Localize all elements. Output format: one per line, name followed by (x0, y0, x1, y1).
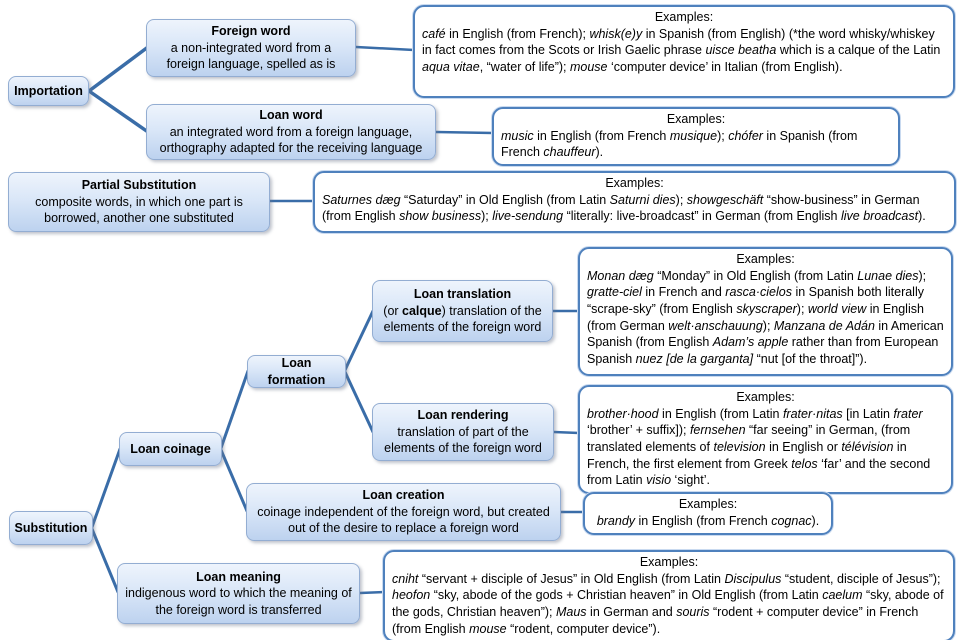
examples-text: brandy in English (from French cognac). (596, 513, 820, 528)
connector-line (221, 371, 248, 448)
node-title: Partial Substitution (81, 178, 197, 193)
examples-box-partial-substitution (313, 171, 956, 233)
connector-line (436, 132, 493, 133)
connector-line (89, 91, 148, 132)
node-loan-creation (246, 483, 561, 541)
node-desc: translation of part of the elements of the foreign word (384, 424, 542, 456)
node-foreign-word (146, 19, 356, 77)
connector-line (554, 432, 579, 433)
node-title: Foreign word (211, 24, 291, 39)
node-title: Loan rendering (417, 408, 509, 423)
connector-line (360, 592, 384, 593)
examples-text: Saturnes dæg “Saturday” in Old English (from Latin Saturni dies); showgeschäft “show-business” in German (from English show business); live-sendung “literally: live-broadcast” in German (from English live broadcast). (322, 192, 926, 224)
examples-heading: Examples: (678, 497, 738, 511)
node-partial-substitution (8, 172, 270, 232)
connector-line (89, 47, 148, 91)
node-loan-meaning (117, 563, 360, 624)
node-title: Loan translation (413, 287, 512, 302)
examples-box-loan-translation (578, 247, 953, 376)
node-loan-rendering (372, 403, 554, 461)
node-desc: indigenous word to which the meaning of the foreign word is transferred (125, 586, 352, 617)
examples-heading: Examples: (605, 176, 664, 190)
node-loan-translation (372, 280, 553, 342)
examples-heading: Examples: (666, 112, 726, 126)
examples-box-loan-creation (583, 492, 833, 535)
examples-text: music in English (from French musique); chófer in Spanish (from French chauffeur). (501, 128, 858, 160)
node-title: Substitution (14, 520, 88, 535)
node-desc: an integrated word from a foreign language, orthography adapted for the receiving language (159, 124, 423, 156)
node-title: Loan creation (362, 488, 445, 503)
node-loan-coinage (119, 432, 222, 466)
node-desc: (or calque) translation of the elements of the foreign word (383, 303, 542, 335)
node-loan-formation (247, 355, 346, 388)
examples-heading: Examples: (736, 390, 795, 404)
examples-box-loan-rendering (578, 385, 953, 494)
examples-box-foreign-word (413, 5, 955, 98)
node-desc: coinage independent of the foreign word, but created out of the desire to replace a foreign word (257, 504, 550, 536)
node-substitution (9, 511, 93, 545)
node-importation (8, 76, 89, 106)
node-title: Loan word (259, 108, 323, 123)
examples-text: brother·hood in English (from Latin frater·nitas [in Latin frater ‘brother’ + suffix]); fernsehen “far seeing” in German, (from translated elements of television in English or télévision in French, the first element from Greek telos ‘far’ and the second from Latin visio ‘sight’. (587, 406, 931, 488)
examples-text: café in English (from French); whisk(e)y in Spanish (from English) (*the word whisky/whiskey in fact comes from the Scots or Irish Gaelic phrase uisce beatha which is a calque of the Latin aqua vitae, “water of life”); mouse ‘computer device’ in Italian (from English). (422, 26, 941, 74)
examples-heading: Examples: (736, 252, 795, 266)
node-desc: a non-integrated word from a foreign language, spelled as is (166, 40, 336, 72)
examples-box-loan-word (492, 107, 900, 166)
node-loan-word (146, 104, 436, 160)
node-title: Importation (14, 83, 83, 98)
node-desc: composite words, in which one part is borrowed, another one substituted (35, 194, 243, 226)
node-title: Loan formation (267, 356, 326, 387)
node-title: Loan meaning (196, 569, 281, 584)
examples-text: Monan dæg “Monday” in Old English (from Latin Lunae dies); gratte-ciel in French and rasca·cielos in Spanish both literally “scrape-sky” (from English skyscraper); world view in English (from German welt·anschauung); Manzana de Adán in American Spanish (from English Adam’s apple rather than from European Spanish nuez [de la garganta] “nut [of the throat]”). (587, 268, 944, 366)
examples-heading: Examples: (654, 10, 714, 24)
connector-line (92, 529, 118, 592)
connector-line (92, 449, 120, 527)
connector-line (221, 450, 247, 511)
examples-heading: Examples: (639, 555, 699, 569)
connector-line (345, 311, 373, 370)
examples-text: cniht “servant + disciple of Jesus” in Old English (from Latin Discipulus “student, disciple of Jesus”); heofon “sky, abode of the gods + Christian heaven” in Old English (from Latin caelum “sky, abode of the gods, Christian heaven”); Maus in German and souris “rodent + computer device” in French (from English mouse “rodent, computer device”). (392, 571, 944, 636)
node-title: Loan coinage (130, 441, 211, 456)
connector-line (345, 372, 373, 432)
connector-line (356, 47, 414, 50)
examples-box-loan-meaning (383, 550, 955, 640)
